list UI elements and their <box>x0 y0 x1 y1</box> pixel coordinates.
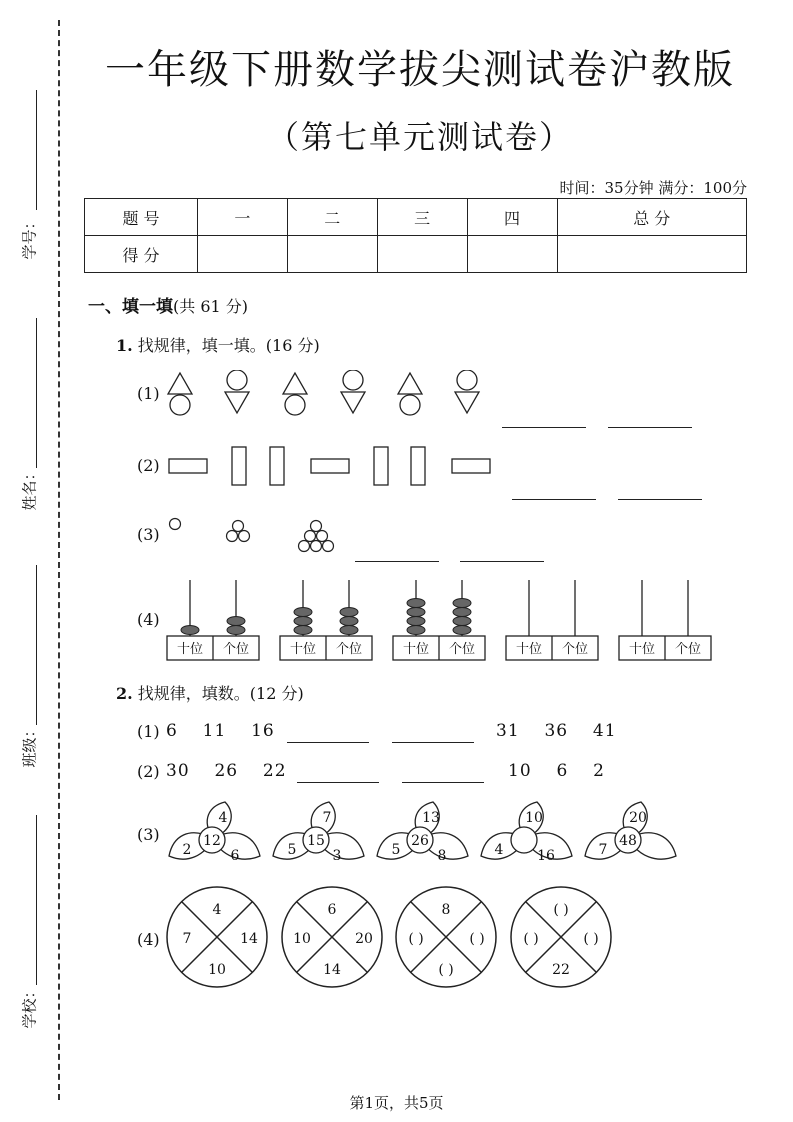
school-label: 学校： <box>20 983 39 1029</box>
circle-left-value: ( ) <box>523 931 539 947</box>
flower-right-number: 6 <box>230 848 240 864</box>
flower-right-number: 3 <box>332 848 342 864</box>
score-header-cell: 总 分 <box>557 199 747 236</box>
circle-top-value: 6 <box>327 902 337 918</box>
student-id-label: 学号： <box>20 214 39 260</box>
score-header-cell: 一 <box>198 199 288 236</box>
q1-sub1-label: (1) <box>137 384 160 403</box>
q2-sub4-label: (4) <box>137 930 160 949</box>
abacus-ones-label: 个位 <box>335 642 363 657</box>
score-table <box>84 198 747 273</box>
flower-center-number: 48 <box>619 833 637 849</box>
answer-blank[interactable] <box>608 427 692 428</box>
page-title: 一年级下册数学拔尖测试卷沪教版 <box>105 47 735 93</box>
answer-blank[interactable] <box>618 499 702 500</box>
q1-sub4-label: (4) <box>137 610 160 629</box>
flower-top-number: 20 <box>629 810 647 826</box>
circle-right-value: 20 <box>355 931 373 947</box>
circle-right-value: ( ) <box>583 931 599 947</box>
score-input-cell[interactable] <box>198 236 288 273</box>
score-header-cell: 题 号 <box>85 199 198 236</box>
score-header-cell: 二 <box>287 199 377 236</box>
flower-right-number: 8 <box>437 848 447 864</box>
circle-top-value: 4 <box>212 902 222 918</box>
section-heading: 一、填一填(共 61 分) <box>88 297 249 317</box>
q2-sub2-label: (2) <box>137 762 160 781</box>
binding-dashed-line <box>58 20 60 1100</box>
circle-bottom-value: 22 <box>552 962 570 978</box>
abacus-row <box>165 578 715 663</box>
abacus-tens-label: 十位 <box>176 642 204 657</box>
score-input-cell[interactable] <box>377 236 467 273</box>
flower-top-number: 7 <box>322 810 332 826</box>
flower-left-number: 7 <box>598 842 608 858</box>
shape-pattern-row1 <box>165 370 485 420</box>
abacus-ones-label: 个位 <box>448 642 476 657</box>
circle-left-value: ( ) <box>408 931 424 947</box>
answer-blank[interactable] <box>512 499 596 500</box>
abacus-ones-label: 个位 <box>561 642 589 657</box>
flower-center-number: 26 <box>411 833 429 849</box>
abacus-tens-label: 十位 <box>628 642 656 657</box>
score-input-cell[interactable] <box>557 236 747 273</box>
sequence-left: 30 26 22 <box>166 761 287 781</box>
flower-right-number: 16 <box>537 848 555 864</box>
flower-top-number: 4 <box>218 810 228 826</box>
circle-bottom-value: 14 <box>323 962 341 978</box>
page-subtitle: （第七单元测试卷） <box>266 118 573 156</box>
name-label: 姓名： <box>20 465 39 511</box>
answer-blank[interactable] <box>502 427 586 428</box>
name-line <box>36 318 37 468</box>
score-header-cell: 四 <box>467 199 557 236</box>
page-footer: 第1页，共5页 <box>349 1094 444 1112</box>
circle-left-value: 10 <box>293 931 311 947</box>
sequence-left: 6 11 16 <box>166 721 275 741</box>
q1-sub3-label: (3) <box>137 525 160 544</box>
circle-bottom-value: ( ) <box>438 962 454 978</box>
flower-left-number: 4 <box>494 842 504 858</box>
abacus-ones-label: 个位 <box>674 642 702 657</box>
student-id-line <box>36 90 37 210</box>
circle-puzzles <box>165 885 625 990</box>
abacus-tens-label: 十位 <box>515 642 543 657</box>
flower-left-number: 2 <box>182 842 192 858</box>
answer-blank[interactable] <box>402 782 484 783</box>
score-header-cell: 三 <box>377 199 467 236</box>
sequence-right: 10 6 2 <box>508 761 605 781</box>
abacus-tens-label: 十位 <box>402 642 430 657</box>
circle-top-value: 8 <box>441 902 451 918</box>
abacus-tens-label: 十位 <box>289 642 317 657</box>
answer-blank[interactable] <box>392 742 474 743</box>
circle-right-value: ( ) <box>469 931 485 947</box>
flower-left-number: 5 <box>391 842 401 858</box>
circle-top-value: ( ) <box>553 902 569 918</box>
circle-right-value: 14 <box>240 931 258 947</box>
abacus-ones-label: 个位 <box>222 642 250 657</box>
flower-left-number: 5 <box>287 842 297 858</box>
sequence-right: 31 36 41 <box>496 721 617 741</box>
circle-bottom-value: 10 <box>208 962 226 978</box>
flower-top-number: 13 <box>422 810 440 826</box>
question-2: 2. 找规律，填数。(12 分) <box>116 684 304 703</box>
answer-blank[interactable] <box>460 561 544 562</box>
class-label: 班级： <box>20 722 39 768</box>
score-input-cell[interactable] <box>467 236 557 273</box>
circle-triangle-pattern-row3 <box>165 512 345 557</box>
school-line <box>36 815 37 985</box>
circle-left-value: 7 <box>182 931 192 947</box>
q1-sub2-label: (2) <box>137 456 160 475</box>
time-info: 时间：35分钟 满分：100分 <box>559 179 747 197</box>
rectangle-pattern-row2 <box>165 445 495 490</box>
answer-blank[interactable] <box>287 742 369 743</box>
flower-top-number: 10 <box>525 810 543 826</box>
class-line <box>36 565 37 725</box>
question-1: 1. 找规律，填一填。(16 分) <box>116 336 320 355</box>
flower-center-number: 12 <box>203 833 221 849</box>
q2-sub3-label: (3) <box>137 825 160 844</box>
q2-sub1-label: (1) <box>137 722 160 741</box>
flower-puzzles <box>165 800 685 872</box>
flower-center-number: 15 <box>307 833 325 849</box>
score-row-label: 得 分 <box>85 236 198 273</box>
answer-blank[interactable] <box>355 561 439 562</box>
score-input-cell[interactable] <box>287 236 377 273</box>
answer-blank[interactable] <box>297 782 379 783</box>
